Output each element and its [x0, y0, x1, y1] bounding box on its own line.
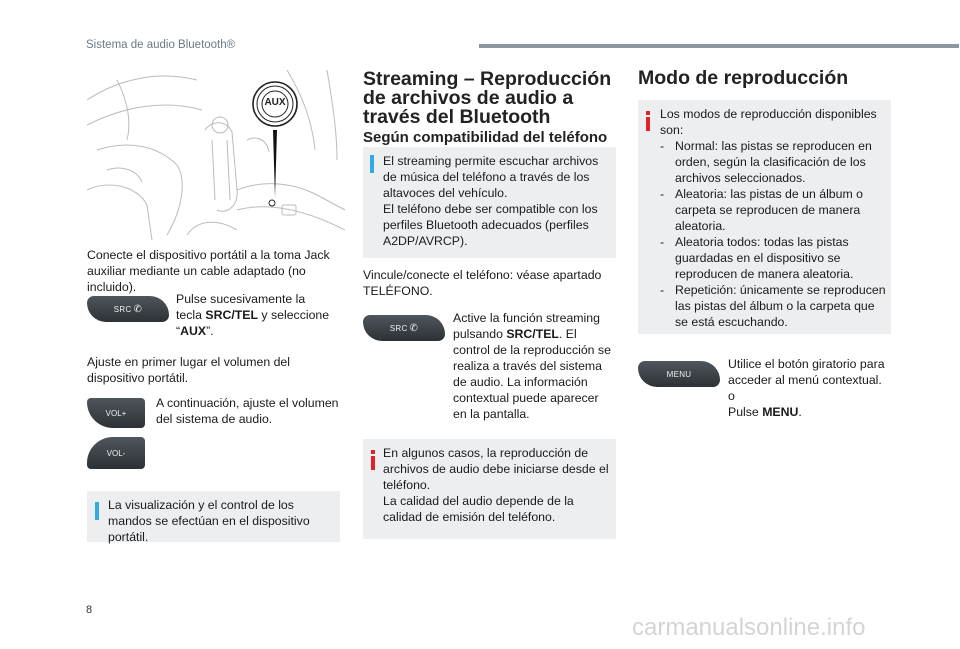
mid-info-text: El streaming permite escuchar archivos de música del teléfono a través de los altavoces del vehículo. El teléfono debe ser compatible con los perfiles Bluetooth adecuados (perfiles A2DP/AVRCP). [383, 154, 599, 248]
src-key-label: SRC [389, 323, 408, 333]
aux-socket-label: AUX [264, 97, 286, 108]
list-item: - Aleatoria todos: todas las pistas guardadas en el dispositivo se reproducen de manera aleatoria. [660, 235, 854, 281]
vol-plus-key-image [87, 398, 145, 428]
menu-key-label: MENU [666, 369, 692, 379]
streaming-subtitle: Según compatibilidad del teléfono [363, 129, 608, 146]
phone-icon: ✆ [133, 303, 143, 315]
left-paragraph-connect: Conecte el dispositivo portátil a la toma Jack auxiliar mediante un cable adaptado (no incluido). [87, 248, 330, 294]
vol-minus-key-image [87, 437, 145, 469]
mid-info-box [363, 147, 616, 258]
right-paragraph-menu: Utilice el botón giratorio para acceder al menú contextual. o Pulse MENU. [728, 357, 885, 419]
list-item: - Aleatoria: las pistas de un álbum o carpeta se reproducen de manera aleatoria. [660, 187, 863, 233]
header-rule [479, 44, 959, 48]
mid-paragraph-pair-phone: Vincule/conecte el teléfono: véase apartado TELÉFONO. [363, 268, 602, 298]
mid-warning-box [363, 439, 616, 539]
info-marker-icon [95, 502, 99, 520]
mid-warning-text: En algunos casos, la reproducción de archivos de audio debe iniciarse desde el teléfono. La calidad del audio depende de la calidad de emisión del teléfono. [383, 446, 609, 524]
watermark: carmanualsonline.info [632, 614, 866, 641]
left-info-text: La visualización y el control de los mandos se efectúan en el dispositivo portátil. [108, 498, 310, 544]
src-tel-key-image-2 [363, 315, 445, 341]
running-header: Sistema de audio Bluetooth® [86, 39, 236, 51]
right-warning-text: Los modos de reproducción disponibles son: - Normal: las pistas se reproducen en orden, según la clasificación de los archivos seleccionados. - Aleatoria: las pistas de un álbum o carpeta se reproducen de manera aleatoria. - Aleatoria todos: todas las pistas guardadas en el dispositivo se reproducen de manera aleatoria. - Repetición: únicamente se reproducen las pistas del álbum o la carpeta que se está escuchando. [660, 107, 886, 329]
right-warning-box [638, 100, 891, 334]
playback-mode-title: Modo de reproducción [638, 67, 849, 89]
aux-socket-drawing [87, 70, 345, 240]
menu-key-image [638, 361, 720, 387]
vol-minus-label: VOL- [106, 448, 126, 458]
src-tel-key-image [87, 296, 169, 322]
warning-marker-icon [646, 111, 650, 115]
left-info-box [87, 491, 340, 542]
dashboard-aux-illustration [87, 70, 345, 240]
list-item: - Normal: las pistas se reproducen en orden, según la clasificación de los archivos seleccionados. [660, 139, 872, 185]
vol-plus-label: VOL+ [105, 408, 127, 418]
left-paragraph-press-src: Pulse sucesivamente la tecla SRC/TEL y seleccione “AUX”. [176, 292, 330, 338]
mid-paragraph-activate-streaming: Active la función streaming pulsando SRC/TEL. El control de la reproducción se realiza a través del sistema de audio. La información contextual puede aparecer en la pantalla. [453, 311, 611, 421]
left-paragraph-adjust-system-volume: A continuación, ajuste el volumen del sistema de audio. [156, 396, 339, 426]
phone-icon: ✆ [409, 322, 419, 334]
src-key-label: SRC [113, 304, 132, 314]
list-item: - Repetición: únicamente se reproducen las pistas del álbum o la carpeta que se está escuchando. [660, 283, 886, 329]
info-marker-icon [370, 155, 374, 173]
warning-marker-icon [371, 450, 375, 454]
page-number: 8 [86, 604, 93, 616]
streaming-section-title: Streaming – Reproducción de archivos de audio a través del Bluetooth [363, 68, 612, 128]
left-paragraph-adjust-device-volume: Ajuste en primer lugar el volumen del dispositivo portátil. [87, 355, 291, 385]
